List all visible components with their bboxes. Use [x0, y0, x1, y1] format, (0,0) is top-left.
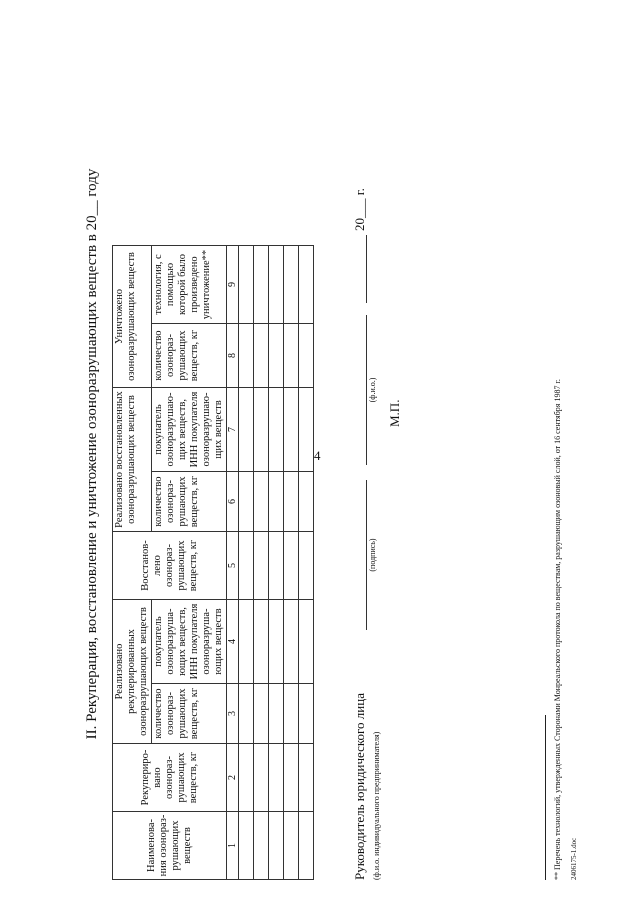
empty-cell [299, 532, 314, 600]
column-number: 8 [227, 324, 239, 388]
column-number: 3 [227, 684, 239, 744]
header-name: Наименова-ния озонораз-рушающих веществ [113, 812, 227, 880]
header-sold-rec-qty: количество озонораз-рушающих веществ, кг [152, 684, 227, 744]
empty-cell [254, 684, 269, 744]
empty-cell [284, 324, 299, 388]
empty-cell [269, 600, 284, 684]
empty-cell [299, 812, 314, 880]
empty-cell [239, 600, 254, 684]
column-number: 1 [227, 812, 239, 880]
empty-cell [254, 472, 269, 532]
column-number: 2 [227, 744, 239, 812]
empty-cell [269, 684, 284, 744]
table-row [284, 246, 299, 880]
section-title: II. Рекуперация, восстановление и уничтожение озоноразрушающих веществ в 20__ году [84, 168, 100, 740]
header-sold-res-buyer: покупатель озоноразрушаю-щих веществ, ИНН покупателя озоноразрушаю-щих веществ [152, 388, 227, 472]
header-destroyed-tech: технология, с помощью которой было произведено уничтожение** [152, 246, 227, 324]
empty-cell [254, 388, 269, 472]
empty-cell [239, 532, 254, 600]
empty-cell [269, 532, 284, 600]
ozone-substances-table [112, 245, 314, 880]
table-row [254, 246, 269, 880]
column-number-row [227, 246, 239, 880]
empty-cell [284, 600, 299, 684]
empty-cell [284, 744, 299, 812]
table-row [269, 246, 284, 880]
empty-cell [284, 684, 299, 744]
footnote: ** Перечень технологий, утвержденных Сторонами Монреальского протокола по веществам, разрушающим озоновый слой, от 16 сентября 1987 г. [553, 379, 562, 880]
empty-cell [254, 600, 269, 684]
empty-cell [299, 744, 314, 812]
empty-cell [269, 388, 284, 472]
empty-cell [299, 684, 314, 744]
column-number: 9 [227, 246, 239, 324]
column-number: 5 [227, 532, 239, 600]
empty-cell [254, 812, 269, 880]
empty-cell [284, 388, 299, 472]
empty-cell [239, 812, 254, 880]
signature-label: Руководитель юридического лица [352, 693, 367, 880]
table-row [299, 246, 314, 880]
empty-cell [239, 684, 254, 744]
empty-cell [254, 246, 269, 324]
stamp-label: М.П. [387, 399, 402, 427]
empty-cell [284, 532, 299, 600]
header-recuperated: Рекупериро-вано озонораз-рушающих веществ, кг [113, 744, 227, 812]
empty-cell [239, 472, 254, 532]
empty-cell [299, 388, 314, 472]
name-caption: (ф.и.о.) [368, 377, 377, 403]
header-sold-res-qty: количество озонораз-рушающих веществ, кг [152, 472, 227, 532]
signature-caption: (подпись) [368, 538, 377, 572]
document-reference: 2406175-1.doc [570, 837, 578, 880]
empty-cell [254, 532, 269, 600]
signature-line [366, 480, 367, 630]
column-number: 7 [227, 388, 239, 472]
header-group-destroyed: Уничтожено озоноразрушающих веществ [113, 246, 152, 388]
empty-cell [299, 246, 314, 324]
empty-cell [269, 472, 284, 532]
empty-cell [239, 388, 254, 472]
footnote-divider [545, 715, 546, 880]
date-suffix: 20___ г. [352, 188, 367, 231]
empty-cell [284, 812, 299, 880]
empty-cell [269, 324, 284, 388]
table-row [239, 246, 254, 880]
empty-cell [299, 600, 314, 684]
header-group-sold-recuperated: Реализовано рекуперированных озоноразрушающих веществ [113, 600, 152, 744]
empty-cell [239, 744, 254, 812]
empty-cell [269, 246, 284, 324]
empty-cell [239, 324, 254, 388]
header-sold-rec-buyer: покупатель озоноразруша-ющих веществ, ИНН покупателя озоноразруша-ющих веществ [152, 600, 227, 684]
header-group-sold-restored: Реализовано восстановленных озоноразрушающих веществ [113, 388, 152, 532]
empty-cell [254, 324, 269, 388]
header-destroyed-qty: количество озонораз-рушающих веществ, кг [152, 324, 227, 388]
empty-cell [284, 472, 299, 532]
name-line [366, 315, 367, 465]
column-number: 4 [227, 600, 239, 684]
header-restored: Восстанов-лено озонораз-рушающих веществ, кг [113, 532, 227, 600]
signature-sublabel: (ф.и.о. индивидуального предпринимателя) [372, 731, 381, 880]
empty-cell [269, 812, 284, 880]
empty-cell [269, 744, 284, 812]
empty-cell [254, 744, 269, 812]
empty-cell [239, 246, 254, 324]
empty-cell [284, 246, 299, 324]
page-number: 4 [314, 448, 321, 463]
date-line [366, 235, 367, 303]
empty-cell [299, 324, 314, 388]
column-number: 6 [227, 472, 239, 532]
empty-cell [299, 472, 314, 532]
